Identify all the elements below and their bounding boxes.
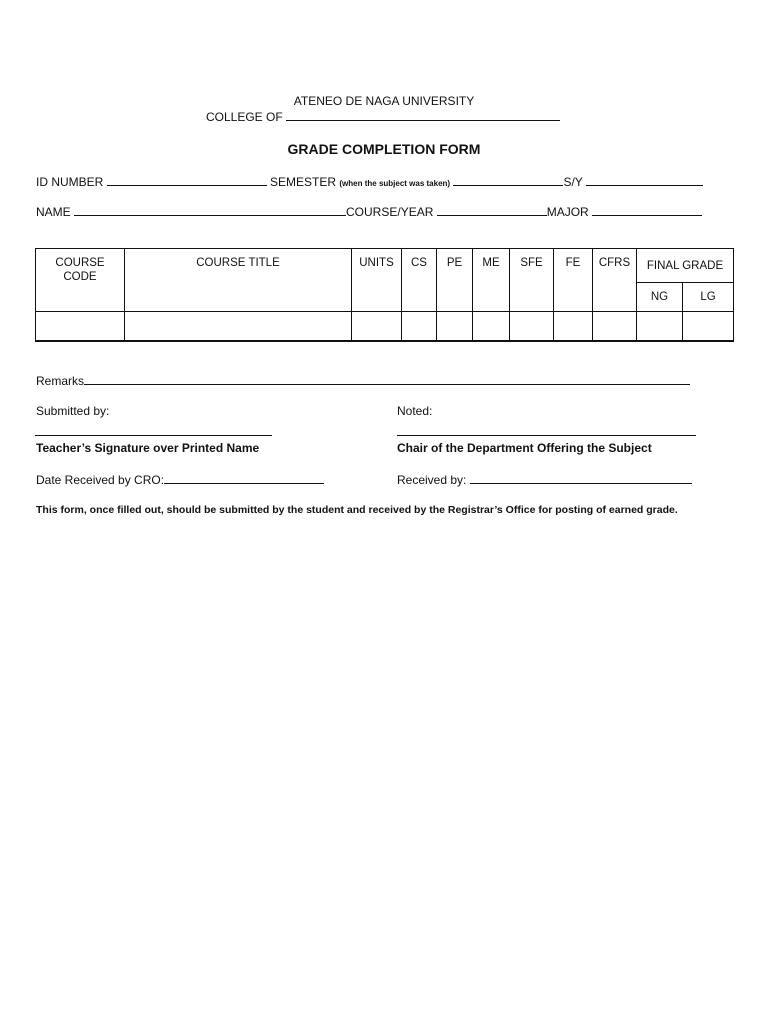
semester-note: (when the subject was taken) bbox=[339, 179, 451, 188]
footer-note: This form, once filled out, should be submitted by the student and received by the Registrar’s Office for posting of earned grade. bbox=[36, 504, 678, 516]
submitted-by-label: Submitted by: bbox=[36, 404, 110, 418]
cell-cfrs[interactable] bbox=[593, 312, 637, 342]
college-label: COLLEGE OF bbox=[206, 110, 283, 124]
major-label: MAJOR bbox=[546, 205, 589, 219]
header-final-grade: FINAL GRADE bbox=[637, 249, 734, 283]
semester-field[interactable] bbox=[453, 174, 563, 186]
received-by-field[interactable] bbox=[397, 472, 692, 487]
college-blank[interactable] bbox=[286, 109, 560, 121]
cell-me[interactable] bbox=[473, 312, 510, 342]
cell-fe[interactable] bbox=[554, 312, 593, 342]
form-title: GRADE COMPLETION FORM bbox=[287, 141, 481, 157]
noted-label: Noted: bbox=[397, 404, 433, 418]
name-field[interactable] bbox=[74, 204, 346, 216]
id-number-field[interactable] bbox=[107, 174, 267, 186]
remarks-label: Remarks bbox=[36, 374, 85, 388]
semester-label: SEMESTER bbox=[270, 175, 337, 189]
header-units: UNITS bbox=[352, 249, 402, 312]
header-lg: LG bbox=[683, 283, 734, 312]
remarks-field[interactable] bbox=[36, 373, 690, 388]
course-year-field[interactable] bbox=[437, 204, 547, 216]
teacher-signature-line[interactable] bbox=[35, 435, 272, 436]
header-me: ME bbox=[473, 249, 510, 312]
received-by-blank[interactable] bbox=[470, 472, 692, 484]
teacher-signature-caption: Teacher’s Signature over Printed Name bbox=[36, 441, 260, 455]
major-field[interactable] bbox=[592, 204, 702, 216]
course-year-label: COURSE/YEAR bbox=[346, 205, 434, 219]
sy-field[interactable] bbox=[586, 174, 703, 186]
date-received-blank[interactable] bbox=[164, 472, 324, 484]
cell-lg[interactable] bbox=[683, 312, 734, 342]
date-received-field[interactable] bbox=[36, 472, 324, 487]
id-semester-row bbox=[36, 174, 703, 189]
college-field[interactable] bbox=[206, 109, 560, 124]
cell-units[interactable] bbox=[352, 312, 402, 342]
cell-ng[interactable] bbox=[637, 312, 683, 342]
header-ng: NG bbox=[637, 283, 683, 312]
table-row bbox=[36, 312, 734, 342]
cell-cs[interactable] bbox=[402, 312, 437, 342]
header-pe: PE bbox=[437, 249, 473, 312]
chair-signature-caption: Chair of the Department Offering the Subject bbox=[397, 441, 652, 455]
grades-table bbox=[35, 248, 734, 342]
remarks-blank[interactable] bbox=[84, 373, 690, 385]
cell-pe[interactable] bbox=[437, 312, 473, 342]
date-received-label: Date Received by CRO: bbox=[36, 473, 165, 487]
header-cs: CS bbox=[402, 249, 437, 312]
chair-signature-line[interactable] bbox=[397, 435, 696, 436]
name-label: NAME bbox=[36, 205, 71, 219]
header-course-code: COURSE CODE bbox=[36, 249, 125, 312]
header-cfrs: CFRS bbox=[593, 249, 637, 312]
header-sfe: SFE bbox=[510, 249, 554, 312]
cell-course-title[interactable] bbox=[125, 312, 352, 342]
name-course-row bbox=[36, 204, 702, 219]
sy-label: S/Y bbox=[563, 175, 583, 189]
cell-course-code[interactable] bbox=[36, 312, 125, 342]
received-by-label: Received by: bbox=[397, 473, 467, 487]
id-number-label: ID NUMBER bbox=[36, 175, 104, 189]
cell-sfe[interactable] bbox=[510, 312, 554, 342]
header-course-title: COURSE TITLE bbox=[125, 249, 352, 312]
university-name: ATENEO DE NAGA UNIVERSITY bbox=[293, 94, 475, 108]
header-fe: FE bbox=[554, 249, 593, 312]
